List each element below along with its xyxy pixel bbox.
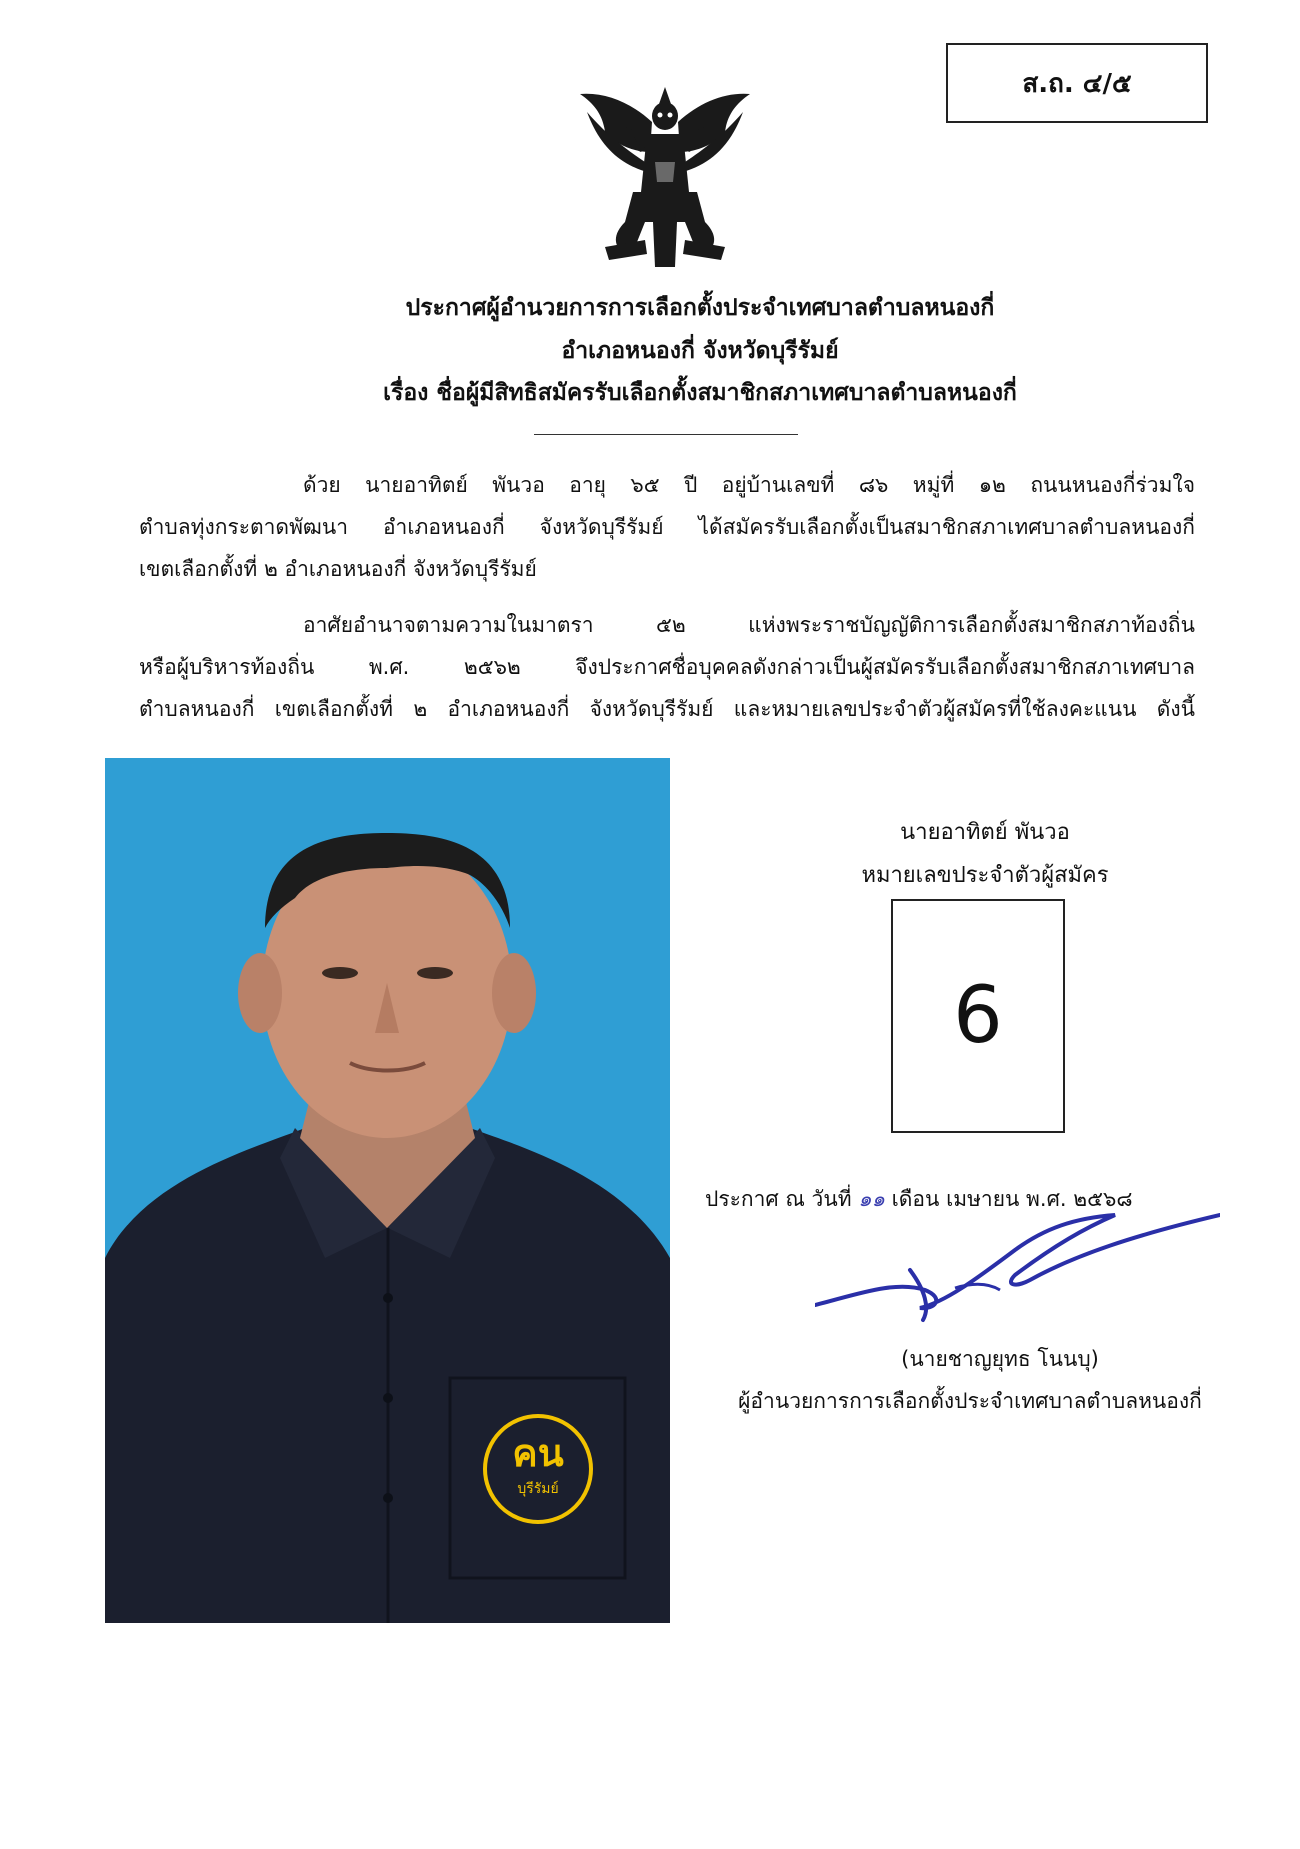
form-code-box [946, 43, 1208, 123]
candidate-photo [105, 758, 670, 1623]
candidate-number-box [891, 899, 1065, 1133]
paragraph-line: อาศัยอำนาจตามความในมาตรา ๕๒ แห่งพระราชบัญญัติการเลือกตั้งสมาชิกสภาท้องถิ่น [303, 613, 1195, 637]
candidate-name: นายอาทิตย์ พันวอ [900, 820, 1070, 845]
paragraph-authority [139, 604, 1195, 730]
signer-name: (นายชาญยุทธ โนนบุ) [901, 1347, 1099, 1371]
title-line-2: อำเภอหนองกี่ จังหวัดบุรีรัมย์ [561, 338, 839, 364]
paragraph-line: เขตเลือกตั้งที่ ๒ อำเภอหนองกี่ จังหวัดบุรีรัมย์ [139, 557, 537, 581]
announce-day: ๑๑ [858, 1187, 885, 1211]
announce-month-year: เดือน เมษายน พ.ศ. ๒๕๖๘ [891, 1187, 1133, 1211]
paragraph-line: ตำบลทุ่งกระตาดพัฒนา อำเภอหนองกี่ จังหวัดบุรีรัมย์ ได้สมัครรับเลือกตั้งเป็นสมาชิกสภาเทศบาลตำบลหนองกี่ [139, 515, 1195, 539]
shirt-logo [483, 1414, 593, 1524]
candidate-number: 6 [953, 971, 1003, 1061]
shirt-logo-subtext: บุรีรัมย์ [517, 1481, 559, 1497]
shirt-logo-text: คน [512, 1431, 564, 1475]
announce-prefix: ประกาศ ณ วันที่ [705, 1187, 852, 1211]
signer-title: ผู้อำนวยการการเลือกตั้งประจำเทศบาลตำบลหนองกี่ [738, 1389, 1202, 1413]
paragraph-applicant [139, 464, 1195, 590]
form-code: ส.ถ. ๔/๕ [1022, 68, 1132, 99]
title-subject: เรื่อง ชื่อผู้มีสิทธิสมัครรับเลือกตั้งสมาชิกสภาเทศบาลตำบลหนองกี่ [383, 380, 1017, 406]
signature-image [815, 1210, 1220, 1325]
title-divider [534, 434, 798, 435]
candidate-number-label: หมายเลขประจำตัวผู้สมัคร [861, 863, 1109, 888]
paragraph-line: หรือผู้บริหารท้องถิ่น พ.ศ. ๒๕๖๒ จึงประกาศชื่อบุคคลดังกล่าวเป็นผู้สมัครรับเลือกตั้งสมาชิกสภาเทศบาล [139, 655, 1195, 679]
garuda-emblem-icon [575, 82, 755, 272]
paragraph-line: ด้วย นายอาทิตย์ พันวอ อายุ ๖๕ ปี อยู่บ้านเลขที่ ๘๖ หมู่ที่ ๑๒ ถนนหนองกี่ร่วมใจ [303, 473, 1195, 497]
title-line-1: ประกาศผู้อำนวยการการเลือกตั้งประจำเทศบาลตำบลหนองกี่ [405, 295, 995, 321]
paragraph-line: ตำบลหนองกี่ เขตเลือกตั้งที่ ๒ อำเภอหนองกี่ จังหวัดบุรีรัมย์ และหมายเลขประจำตัวผู้สมัครที่ใช้ลงคะแนน ดังนี้ [139, 697, 1195, 721]
